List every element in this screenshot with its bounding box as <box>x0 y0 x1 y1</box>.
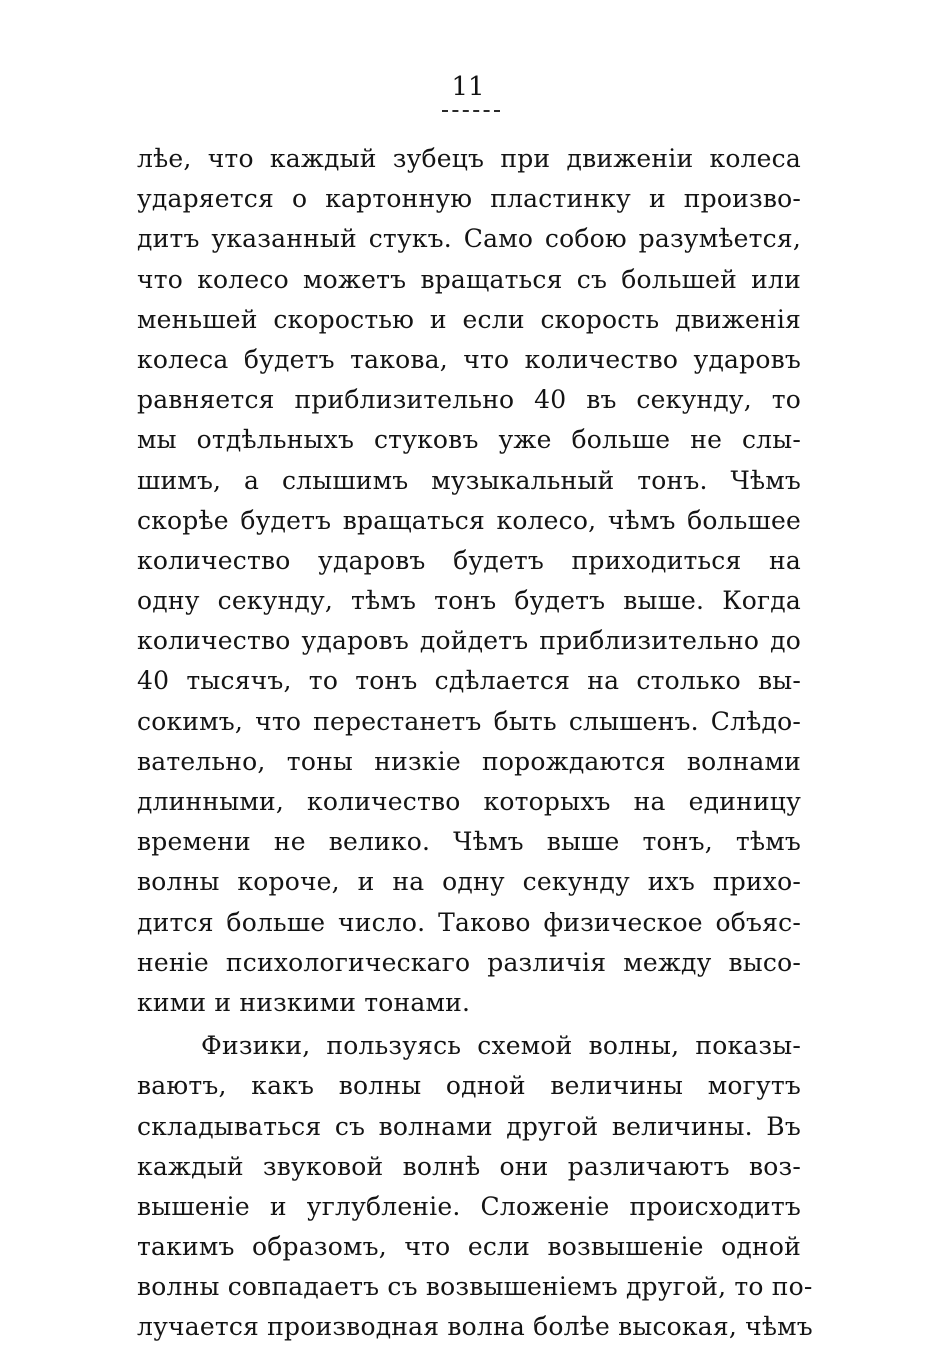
text-line: вательно, тоны низкіе порождаются волнами <box>137 746 801 776</box>
text-line: складываться съ волнами другой величины. Въ <box>137 1111 801 1141</box>
text-line: неніе психологическаго различія между высо- <box>137 947 801 977</box>
text-line: количество ударовъ будетъ приходиться на <box>137 545 801 575</box>
text-line: ваютъ, какъ волны одной величины могутъ <box>137 1071 801 1101</box>
text-line: меньшей скоростью и если скорость движенія <box>137 304 801 334</box>
text-line: мы отдѣльныхъ стуковъ уже больше не слы- <box>137 425 801 455</box>
text-line: кими и низкими тонами. <box>137 987 471 1017</box>
text-line: дится больше число. Таково физическое объяс- <box>137 907 801 937</box>
text-line: колеса будетъ такова, что количество ударовъ <box>137 344 801 374</box>
text-line: равняется приблизительно 40 въ секунду, то <box>137 385 801 415</box>
body-text <box>137 139 813 1348</box>
text-line: Физики, пользуясь схемой волны, показы- <box>201 1031 801 1061</box>
text-line: 40 тысячъ, то тонъ сдѣлается на столько вы- <box>137 666 801 696</box>
text-line: что колесо можетъ вращаться съ большей или <box>137 264 801 294</box>
text-line: скорѣе будетъ вращаться колесо, чѣмъ большее <box>137 505 801 535</box>
paragraph <box>137 1026 813 1348</box>
text-line: вышеніе и углубленіе. Сложеніе происходитъ <box>137 1191 801 1221</box>
text-line: одну секунду, тѣмъ тонъ будетъ выше. Когда <box>137 586 801 616</box>
text-line: шимъ, а слышимъ музыкальный тонъ. Чѣмъ <box>137 465 801 495</box>
text-line: каждый звуковой волнѣ они различаютъ воз- <box>137 1151 801 1181</box>
text-line: ударяется о картонную пластинку и произво- <box>137 184 801 214</box>
paragraph <box>137 139 801 1023</box>
text-line: такимъ образомъ, что если возвышеніе одной <box>137 1232 801 1262</box>
text-line: лѣе, что каждый зубецъ при движеніи колеса <box>137 144 801 173</box>
text-line: длинными, количество которыхъ на единицу <box>137 787 801 816</box>
text-line: количество ударовъ дойдетъ приблизительно до <box>137 626 801 656</box>
text-line: сокимъ, что перестанетъ быть слышенъ. Слѣдо- <box>137 706 801 736</box>
page-number: 11 <box>451 72 485 102</box>
text-line: волны совпадаетъ съ возвышеніемъ другой, то по- <box>137 1272 813 1302</box>
text-line: дитъ указанный стукъ. Само собою разумѣется, <box>137 224 801 254</box>
text-line: лучается производная волна болѣе высокая, чѣмъ <box>137 1312 813 1342</box>
text-line: времени не велико. Чѣмъ выше тонъ, тѣмъ <box>137 827 801 857</box>
text-line: волны короче, и на одну секунду ихъ прихо- <box>137 867 801 897</box>
page-number-rule <box>442 110 500 112</box>
